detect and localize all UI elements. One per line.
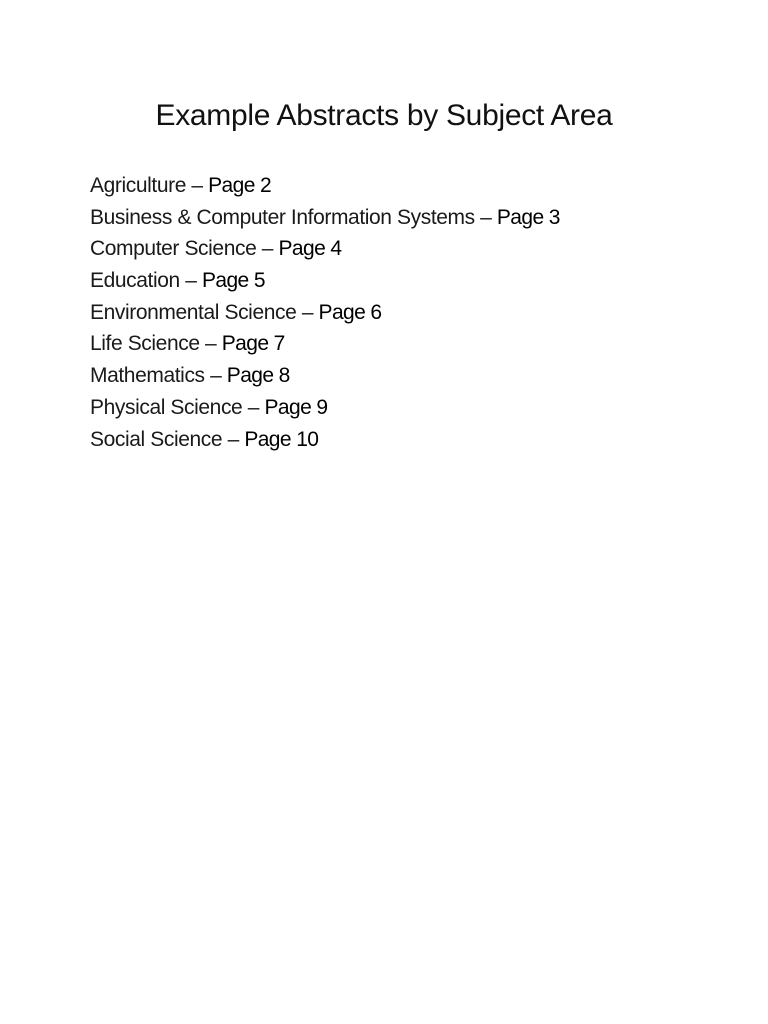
list-item [90,392,560,424]
list-item [90,424,560,456]
separator-dash: – [247,395,260,419]
subject-name: Physical Science [90,395,243,419]
list-item [90,170,560,202]
page-reference: Page 10 [244,427,319,451]
list-item [90,297,560,329]
list-item [90,202,560,234]
separator-dash: – [261,237,274,261]
page-reference: Page 8 [226,364,290,388]
subject-name: Agriculture [90,174,186,197]
page-reference: Page 2 [208,174,272,197]
list-item [90,265,560,297]
subject-name: Computer Science [90,237,257,261]
separator-dash: – [191,174,203,197]
separator-dash: – [185,269,197,293]
page-reference: Page 6 [318,300,382,324]
subject-name: Business & Computer Information Systems [90,205,475,229]
subject-name: Social Science [90,427,223,451]
subject-name: Education [90,269,180,293]
page-reference: Page 5 [201,269,265,293]
subject-name: Environmental Science [90,300,297,324]
separator-dash: – [205,332,217,356]
page-reference: Page 7 [221,332,285,356]
subject-name: Life Science [90,332,200,356]
separator-dash: – [227,427,239,451]
page-reference: Page 4 [278,237,342,261]
page-reference: Page 3 [496,205,560,229]
separator-dash: – [301,300,314,324]
list-item [90,328,560,360]
page-title: Example Abstracts by Subject Area [155,99,613,132]
list-item [90,360,560,392]
subject-name: Mathematics [90,364,205,388]
page-reference: Page 9 [264,395,328,419]
separator-dash: – [480,205,492,229]
subject-index-list [90,170,560,455]
separator-dash: – [210,364,222,388]
list-item [90,233,560,265]
